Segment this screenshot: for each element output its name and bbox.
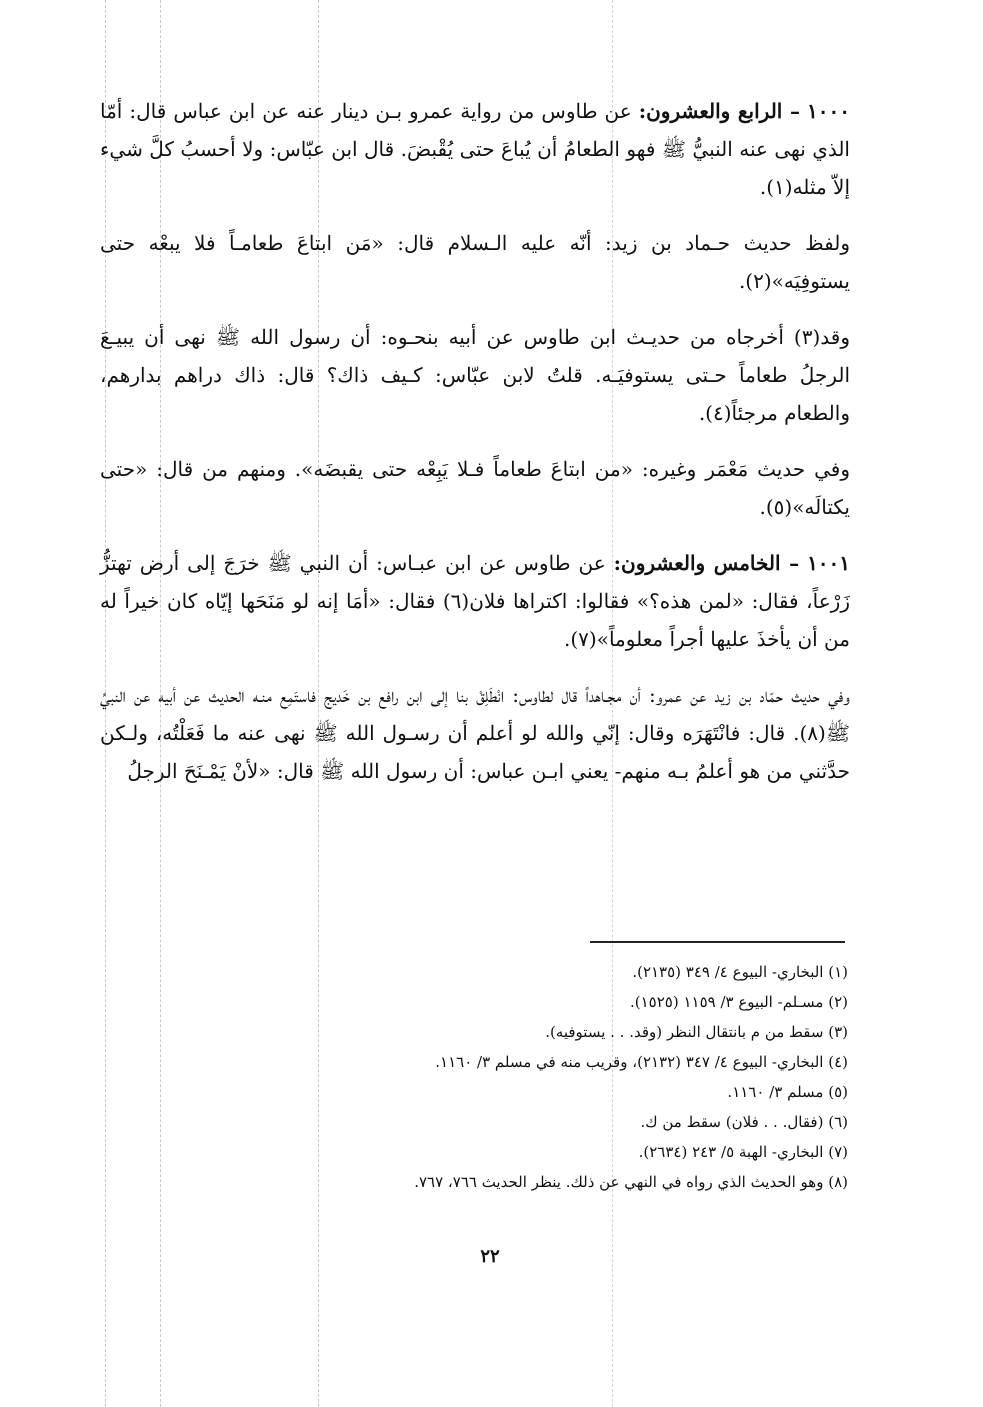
footnote-item: (٢) مسـلم- البيوع ٣/ ١١٥٩ (١٥٢٥).	[629, 993, 848, 1011]
paragraph-text: عن طاوس عن ابن عبـاس: أن النبي ﷺ خرَجَ إلى أرض تهتزُّ زَرْعاً، فقال: «لمن هذه؟» فقالوا: اكتراها فلان(٦) فقال: «أمَا إنه لو مَنَحَها إيّاه كان خيراً له من أن يأخذَ عليها أجراً معلوماً»(٧).	[100, 551, 850, 651]
paragraph-1000	[100, 92, 850, 206]
page-number: ٢٢	[480, 1246, 500, 1267]
hadith-heading: – الرابع والعشرون:	[638, 99, 800, 123]
paragraph-text: وفي حديث حمّاد بن زيد عن عمرو: أن مجـاهداً قال لطاوس: انْطَلِقْ بنا إلى ابن رافع بن خَديج فاستَمِع منـه الحديث عن أبيه عن النبيِّ ﷺ(٨). قال: فانْتَهَرَه وقال: إنّي والله لو أعلم أن رسـول الله ﷺ نهى عنه ما فَعَلْتُه، ولـكن حدَّثني من هو أعلمُ بـه منهم- يعني ابـن عباس: أن رسول الله ﷺ قال: «لأنْ يَمْـنَحَ الرجلُ	[100, 683, 850, 783]
paragraph-text: وقد(٣) أخرجاه من حديـث ابن طاوس عن أبيه بنحـوه: أن رسول الله ﷺ نهى أن يبيـعَ الرجلُ طعاماً حـتى يستوفيَـه. قلتُ لابن عبّاس: كـيف ذاك؟ قال: ذاك دراهم بدارهم، والطعام مرجئاً(٤).	[100, 325, 850, 425]
paragraph-ibn-tawus	[100, 318, 850, 432]
hadith-number: ١٠٠٠	[807, 99, 850, 123]
footnote-item: (٣) سقط من م بانتقال النظر (وقد. . . يستوفيه).	[545, 1023, 848, 1041]
footnotes	[200, 957, 848, 1197]
footnote-item: (٥) مسلم ٣/ ١١٦٠.	[727, 1083, 848, 1101]
footnote-item: (٧) البخاري- الهبة ٥/ ٢٤٣ (٢٦٣٤).	[638, 1143, 848, 1161]
footnote-item: (٤) البخاري- البيوع ٤/ ٣٤٧ (٢١٣٢)، وقريب منه في مسلم ٣/ ١١٦٠.	[435, 1053, 848, 1071]
hadith-number: ١٠٠١	[807, 551, 851, 575]
hadith-heading: – الخامس والعشرون:	[613, 551, 800, 575]
footnote-separator	[590, 941, 845, 943]
main-text	[100, 92, 850, 808]
paragraph-hammad	[100, 224, 850, 300]
paragraph-mamar	[100, 450, 850, 526]
paragraph-text: ولفظ حديث حـماد بن زيد: أنّه عليه الـسلام قال: «مَن ابتاعَ طعامـاً فلا يبعْه حتى يستوفِيَه»(٢).	[100, 231, 850, 293]
paragraph-1001	[100, 544, 850, 658]
footnote-item: (٦) (فقال. . . فلان) سقط من ك.	[640, 1113, 848, 1131]
paragraph-mujahid	[100, 676, 850, 790]
footnote-item: (٨) وهو الحديث الذي رواه في النهي عن ذلك. ينظر الحديث ٧٦٦، ٧٦٧.	[414, 1173, 848, 1191]
footnote-item: (١) البخاري- البيوع ٤/ ٣٤٩ (٢١٣٥).	[632, 963, 848, 981]
paragraph-text: وفي حديث مَعْمَر وغيره: «من ابتاعَ طعاماً فـلا يَبِعْه حتى يقبضَه». ومنهم من قال: «حتى يكتالَه»(٥).	[100, 457, 850, 519]
paragraph-text: عن طاوس من رواية عمرو بـن دينار عنه عن ابن عباس قال: أمّا الذي نهى عنه النبيُّ ﷺ فهو الطعامُ أن يُباعَ حتى يُقْبضَ. قال ابن عبّاس: ولا أحسبُ كلَّ شيء إلاّ مثله(١).	[100, 99, 850, 199]
